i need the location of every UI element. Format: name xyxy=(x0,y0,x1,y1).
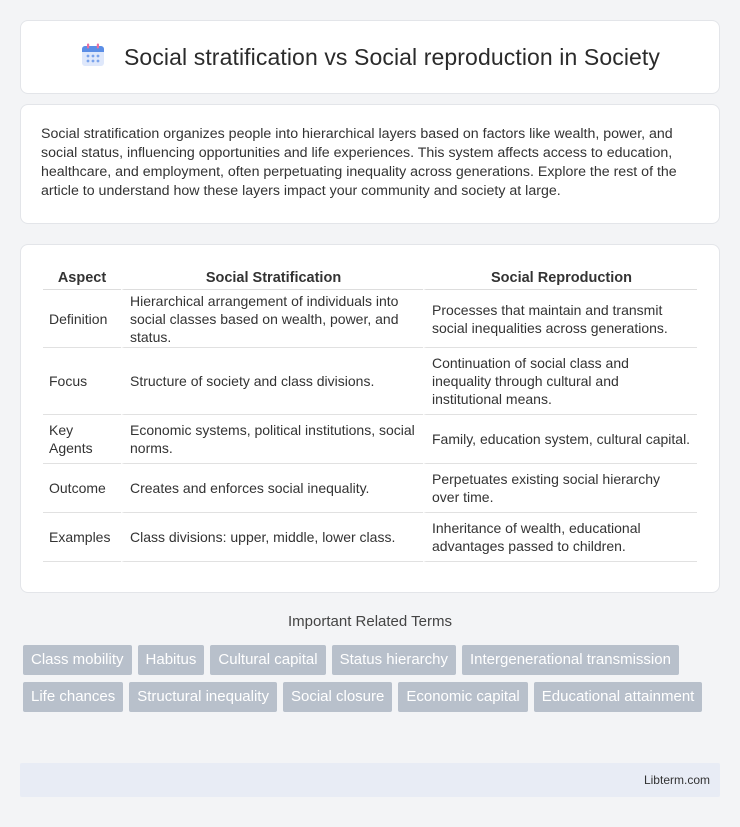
row-aspect: Focus xyxy=(43,348,121,415)
table-header-row xyxy=(43,265,697,290)
tag-intergenerational-transmission[interactable]: Intergenerational transmission xyxy=(462,645,679,675)
comparison-table xyxy=(43,265,697,562)
tag-cultural-capital[interactable]: Cultural capital xyxy=(210,645,325,675)
calendar-icon xyxy=(80,42,106,73)
tag-structural-inequality[interactable]: Structural inequality xyxy=(129,682,277,712)
table-row xyxy=(43,513,697,562)
tag-economic-capital[interactable]: Economic capital xyxy=(398,682,527,712)
table-row xyxy=(43,464,697,513)
header-aspect: Aspect xyxy=(43,265,121,290)
title-wrap xyxy=(80,42,660,73)
intro-text: Social stratification organizes people into hierarchical layers based on factors like wealth, power, and social status, influencing opportunities and life experiences. This system affects access to education, healthcare, and employment, often perpetuating inequality across generations. Explore the rest of the article to understand how these layers impact your community and society at large. xyxy=(41,126,677,199)
page-title: Social stratification vs Social reproduction in Society xyxy=(123,43,661,70)
tag-status-hierarchy[interactable]: Status hierarchy xyxy=(332,645,456,675)
tag-habitus[interactable]: Habitus xyxy=(138,645,205,675)
related-terms-list xyxy=(23,645,723,712)
row-stratification: Economic systems, political institutions, social norms. xyxy=(121,415,423,464)
tag-social-closure[interactable]: Social closure xyxy=(283,682,392,712)
row-stratification: Creates and enforces social inequality. xyxy=(121,464,423,513)
row-stratification: Structure of society and class divisions. xyxy=(121,348,423,415)
tag-life-chances[interactable]: Life chances xyxy=(23,682,123,712)
row-aspect: Outcome xyxy=(43,464,121,513)
footer xyxy=(20,763,720,797)
row-reproduction: Continuation of social class and inequality through cultural and institutional means. xyxy=(423,348,697,415)
row-aspect: Definition xyxy=(43,290,121,348)
header-social-stratification: Social Stratification xyxy=(121,265,423,290)
tag-class-mobility[interactable]: Class mobility xyxy=(23,645,132,675)
row-stratification: Hierarchical arrangement of individuals into social classes based on wealth, power, and status. xyxy=(121,290,423,348)
row-stratification: Class divisions: upper, middle, lower class. xyxy=(121,513,423,562)
related-terms-title: Important Related Terms xyxy=(288,613,452,630)
table-row xyxy=(43,348,697,415)
footer-brand-link[interactable]: Libterm.com xyxy=(643,773,710,787)
row-reproduction: Inheritance of wealth, educational advantages passed to children. xyxy=(423,513,697,562)
row-reproduction: Family, education system, cultural capital. xyxy=(423,415,697,464)
table-row xyxy=(43,290,697,348)
intro-card xyxy=(20,104,720,224)
header-social-reproduction: Social Reproduction xyxy=(423,265,697,290)
row-aspect: Examples xyxy=(43,513,121,562)
comparison-table-card xyxy=(20,244,720,593)
row-aspect: Key Agents xyxy=(43,415,121,464)
header-card xyxy=(20,20,720,94)
row-reproduction: Perpetuates existing social hierarchy over time. xyxy=(423,464,697,513)
tag-educational-attainment[interactable]: Educational attainment xyxy=(534,682,703,712)
row-reproduction: Processes that maintain and transmit social inequalities across generations. xyxy=(423,290,697,348)
table-row xyxy=(43,415,697,464)
